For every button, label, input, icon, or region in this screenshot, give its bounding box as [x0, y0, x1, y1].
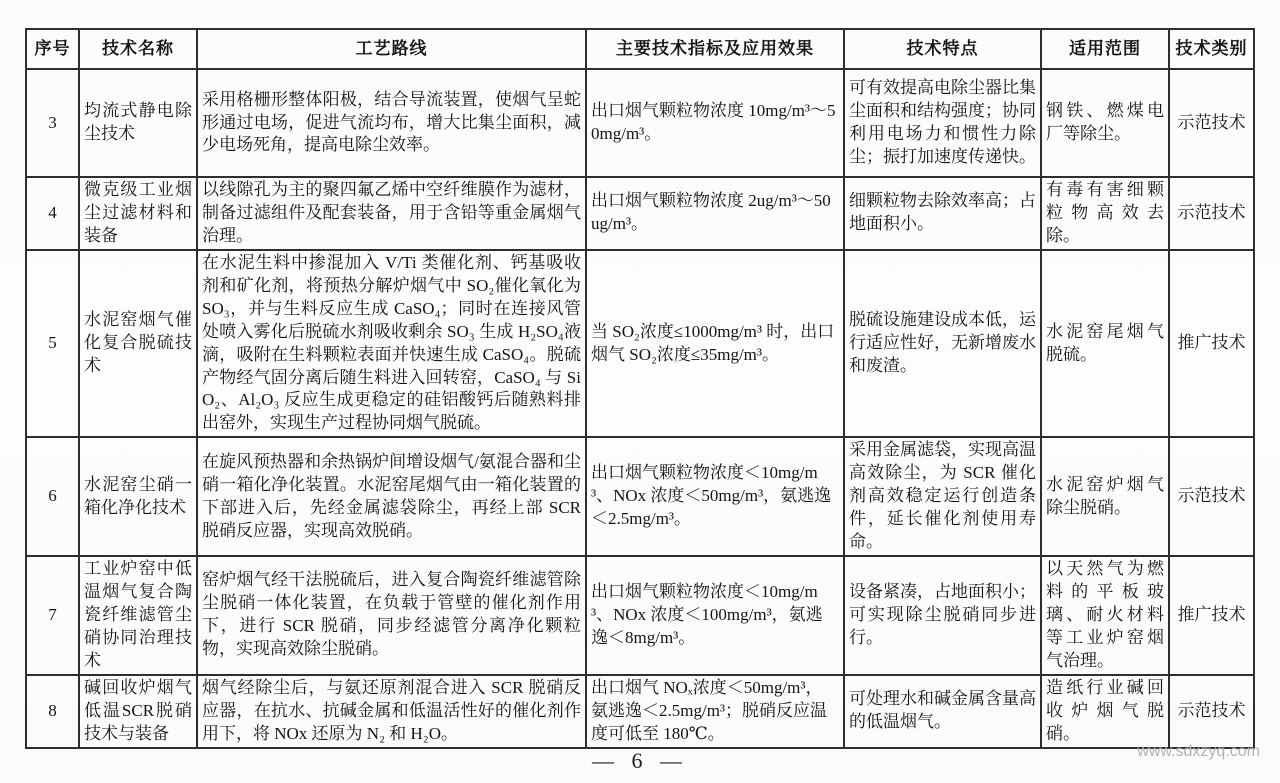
cell-indicators: 出口烟气颗粒物浓度＜10mg/m³、NOx 浓度＜50mg/m³，氨逃逸＜2.5mg/m³。 [586, 437, 844, 556]
cell-serial-number: 3 [26, 69, 79, 177]
cell-technology-name: 水泥窑烟气催化复合脱硫技术 [79, 250, 197, 438]
cell-serial-number: 4 [26, 177, 79, 250]
cell-features: 脱硫设施建设成本低，运行适应性好，无新增废水和废渣。 [844, 250, 1041, 438]
watermark-url: www.sdxzyq.com [1137, 743, 1260, 760]
header-applicable-scope: 适用范围 [1041, 29, 1169, 69]
table-row [26, 675, 1254, 748]
cell-indicators: 出口烟气颗粒物浓度 10mg/m³～50mg/m³。 [586, 69, 844, 177]
cell-scope: 钢铁、燃煤电厂等除尘。 [1041, 69, 1169, 177]
cell-technology-name: 微克级工业烟尘过滤材料和装备 [79, 177, 197, 250]
header-process-route: 工艺路线 [197, 29, 586, 69]
cell-category: 示范技术 [1169, 69, 1254, 177]
table-row [26, 69, 1254, 177]
cell-features: 采用金属滤袋，实现高温高效除尘，为 SCR 催化剂高效稳定运行创造条件，延长催化剂使用寿命。 [844, 437, 1041, 556]
table-header-row [26, 29, 1254, 69]
cell-technology-name: 水泥窑尘硝一箱化净化技术 [79, 437, 197, 556]
cell-technology-name: 工业炉窑中低温烟气复合陶瓷纤维滤管尘硝协同治理技术 [79, 556, 197, 675]
header-technology-name: 技术名称 [79, 29, 197, 69]
table-row [26, 556, 1254, 675]
cell-features: 设备紧凑，占地面积小；可实现除尘脱硝同步进行。 [844, 556, 1041, 675]
cell-process-route: 以线隙孔为主的聚四氟乙烯中空纤维膜作为滤材，制备过滤组件及配套装备，用于含铅等重金属烟气治理。 [197, 177, 586, 250]
cell-process-route: 窑炉烟气经干法脱硫后，进入复合陶瓷纤维滤管除尘脱硝一体化装置，在负载于管壁的催化剂作用下，进行 SCR 脱硝，同步经滤管分离净化颗粒物，实现高效除尘脱硝。 [197, 556, 586, 675]
cell-serial-number: 7 [26, 556, 79, 675]
cell-process-route: 在水泥生料中掺混加入 V/Ti 类催化剂、钙基吸收剂和矿化剂，将预热分解炉烟气中 SO₂催化氧化为SO₃，并与生料反应生成 CaSO₄；同时在连接风管处喷入雾化后脱硫水剂吸收剩余 SO₃ 生成 H₂SO₄液滴，吸附在生料颗粒表面并快速生成 CaSO₄。脱硫产物经气固分离后随生料进入回转窑，CaSO₄ 与 SiO₂、Al₂O₃ 反应生成更稳定的硅铝酸钙后随熟料排出窑外，实现生产过程协同烟气脱硫。 [197, 250, 586, 438]
cell-technology-name: 均流式静电除尘技术 [79, 69, 197, 177]
cell-indicators: 出口烟气 NOₓ浓度＜50mg/m³，氨逃逸＜2.5mg/m³；脱硝反应温度可低至 180℃。 [586, 675, 844, 748]
cell-scope: 有毒有害细颗粒物高效去除。 [1041, 177, 1169, 250]
cell-features: 细颗粒物去除效率高；占地面积小。 [844, 177, 1041, 250]
cell-indicators: 出口烟气颗粒物浓度 2ug/m³～50ug/m³。 [586, 177, 844, 250]
header-technical-features: 技术特点 [844, 29, 1041, 69]
page-number: — 6 — [592, 748, 688, 773]
cell-category: 推广技术 [1169, 556, 1254, 675]
header-serial-number: 序号 [26, 29, 79, 69]
cell-category: 示范技术 [1169, 437, 1254, 556]
technology-table [25, 28, 1255, 749]
cell-process-route: 在旋风预热器和余热锅炉间增设烟气/氨混合器和尘硝一箱化净化装置。水泥窑尾烟气由一箱化装置的下部进入后，先经金属滤袋除尘，再经上部 SCR 脱硝反应器，实现高效脱硝。 [197, 437, 586, 556]
cell-indicators: 当 SO₂浓度≤1000mg/m³ 时，出口烟气 SO₂浓度≤35mg/m³。 [586, 250, 844, 438]
header-technical-indicators: 主要技术指标及应用效果 [586, 29, 844, 69]
cell-category: 推广技术 [1169, 250, 1254, 438]
cell-process-route: 采用格栅形整体阳极，结合导流装置，使烟气呈蛇形通过电场，促进气流均布，增大比集尘面积，减少电场死角，提高电除尘效率。 [197, 69, 586, 177]
header-technology-category: 技术类别 [1169, 29, 1254, 69]
cell-features: 可有效提高电除尘器比集尘面积和结构强度；协同利用电场力和惯性力除尘；振打加速度传递快。 [844, 69, 1041, 177]
cell-indicators: 出口烟气颗粒物浓度＜10mg/m³、NOx 浓度＜100mg/m³，氨逃逸＜8mg/m³。 [586, 556, 844, 675]
cell-scope: 造纸行业碱回收炉烟气脱硝。 [1041, 675, 1169, 748]
cell-technology-name: 碱回收炉烟气低温SCR脱硝技术与装备 [79, 675, 197, 748]
cell-category: 示范技术 [1169, 675, 1254, 748]
table-row [26, 250, 1254, 438]
cell-scope: 以天然气为燃料的平板玻璃、耐火材料等工业炉窑烟气治理。 [1041, 556, 1169, 675]
cell-process-route: 烟气经除尘后，与氨还原剂混合进入 SCR 脱硝反应器，在抗水、抗碱金属和低温活性好的催化剂作用下，将 NOx 还原为 N₂ 和 H₂O。 [197, 675, 586, 748]
cell-scope: 水泥窑炉烟气除尘脱硝。 [1041, 437, 1169, 556]
cell-serial-number: 5 [26, 250, 79, 438]
table-row [26, 177, 1254, 250]
cell-serial-number: 6 [26, 437, 79, 556]
table-row [26, 437, 1254, 556]
cell-features: 可处理水和碱金属含量高的低温烟气。 [844, 675, 1041, 748]
cell-scope: 水泥窑尾烟气脱硫。 [1041, 250, 1169, 438]
cell-category: 示范技术 [1169, 177, 1254, 250]
cell-serial-number: 8 [26, 675, 79, 748]
